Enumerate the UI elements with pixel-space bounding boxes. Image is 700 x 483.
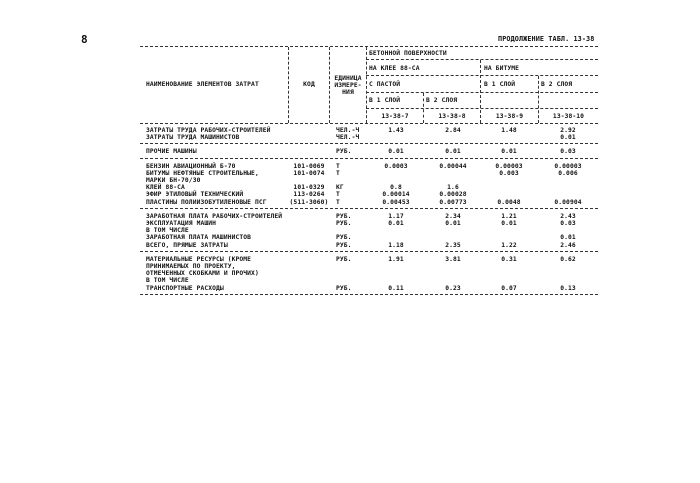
table-continuation-caption: ПРОДОЛЖЕНИЕ ТАБЛ. 13-38 xyxy=(498,35,595,43)
row-name: КЛЕЙ 88-СА xyxy=(146,184,185,192)
row-value: 1.6 xyxy=(447,184,459,192)
header-on-glue: НА КЛЕЕ 88-СА xyxy=(369,65,420,72)
row-value: 0.00014 xyxy=(382,191,410,199)
row-value: 0.00453 xyxy=(382,198,410,206)
header-bitumen-layer-2: В 2 СЛОЯ xyxy=(541,81,573,88)
header-divider-unit xyxy=(366,47,367,123)
row-value: 0.00003 xyxy=(495,162,523,170)
row-value: 0.01 xyxy=(445,220,461,227)
row-unit: РУБ. xyxy=(336,220,352,227)
row-unit: Т xyxy=(336,162,340,170)
header-glue-layer-1: В 1 СЛОЙ xyxy=(369,97,401,104)
header-on-bitumen: НА БИТУМЕ xyxy=(484,65,520,72)
row-unit: РУБ. xyxy=(336,148,352,156)
row-value: 0.31 xyxy=(501,255,517,263)
row-value: 2.84 xyxy=(445,127,461,134)
row-unit: РУБ. xyxy=(336,212,352,220)
row-value: 0.07 xyxy=(501,284,517,292)
header-code-column: КОД xyxy=(303,81,315,88)
header-glue-layer-2: В 2 СЛОЯ xyxy=(426,97,458,104)
header-bottom-rule xyxy=(140,123,598,124)
row-value: 0.23 xyxy=(445,284,461,292)
row-name: ПРОЧИЕ МАШИНЫ xyxy=(146,148,197,156)
row-unit: РУБ. xyxy=(336,234,352,242)
row-value: 2.35 xyxy=(445,241,461,249)
row-unit: РУБ. xyxy=(336,284,352,292)
row-name: ЗАРАБОТНАЯ ПЛАТА МАШИНИСТОВ xyxy=(146,234,252,242)
row-name: ЭФИР ЭТИЛОВЫЙ ТЕХНИЧЕСКИЙ xyxy=(146,191,244,199)
row-code: 101-0069 xyxy=(293,162,325,170)
row-value: 0.01 xyxy=(560,134,576,142)
row-unit: РУБ. xyxy=(336,241,352,249)
header-unit-line-1: ЕДИНИЦА xyxy=(334,75,362,82)
header-rule-4 xyxy=(366,108,598,109)
row-name: БИТУМЫ НЕФТЯНЫЕ СТРОИТЕЛЬНЫЕ, xyxy=(146,169,259,177)
row-value: 0.0003 xyxy=(384,162,408,170)
header-code-13-38-8: 13-38-8 xyxy=(438,113,466,120)
row-name: ЭКСПЛУАТАЦИЯ МАШИН xyxy=(146,220,217,227)
row-value: 1.17 xyxy=(388,212,404,220)
row-name: ЗАРАБОТНАЯ ПЛАТА РАБОЧИХ-СТРОИТЕЛЕЙ xyxy=(146,212,283,220)
table-top-rule xyxy=(140,46,598,47)
row-name: ВСЕГО, ПРЯМЫЕ ЗАТРАТЫ xyxy=(146,241,228,249)
row-value: 0.006 xyxy=(558,169,578,177)
row-value: 2.43 xyxy=(560,212,576,220)
row-name: В ТОМ ЧИСЛЕ xyxy=(146,227,189,235)
header-with-paste: С ПАСТОЙ xyxy=(369,81,401,88)
page-number: 8 xyxy=(81,33,88,46)
row-name: ЗАТРАТЫ ТРУДА РАБОЧИХ-СТРОИТЕЛЕЙ xyxy=(146,127,271,134)
row-unit: Т xyxy=(336,191,340,199)
row-value: 0.03 xyxy=(560,148,576,156)
row-value: 1.48 xyxy=(501,127,517,134)
row-unit: РУБ. xyxy=(336,255,352,263)
header-rule-2 xyxy=(366,75,598,76)
group-separator xyxy=(140,294,598,295)
group-separator xyxy=(140,143,598,144)
row-value: 0.13 xyxy=(560,284,576,292)
header-code-13-38-7: 13-38-7 xyxy=(381,113,409,120)
row-code: 113-0264 xyxy=(293,191,325,199)
row-name: МАТЕРИАЛЬНЫЕ РЕСУРСЫ (КРОМЕ xyxy=(146,255,252,263)
row-name: ОТМЕЧЕННЫХ СКОБКАМИ И ПРОЧИХ) xyxy=(146,270,259,278)
row-value: 0.00904 xyxy=(554,198,582,206)
header-rule-3 xyxy=(366,92,598,93)
row-unit: Т xyxy=(336,198,340,206)
row-unit: ЧЕЛ.-Ч xyxy=(336,127,360,134)
row-unit: Т xyxy=(336,169,340,177)
row-value: 1.18 xyxy=(388,241,404,249)
group-separator xyxy=(140,251,598,252)
row-code: 101-0074 xyxy=(293,169,325,177)
header-concrete-surface: БЕТОННОЙ ПОВЕРХНОСТИ xyxy=(369,50,447,57)
row-value: 2.92 xyxy=(560,127,576,134)
row-name: ПРИНИМАЕМЫХ ПО ПРОЕКТУ, xyxy=(146,263,236,270)
row-value: 0.8 xyxy=(390,184,402,192)
row-name: МАРКИ БН-70/30 xyxy=(146,177,201,184)
header-code-13-38-10: 13-38-10 xyxy=(552,113,585,120)
row-value: 0.01 xyxy=(501,220,517,227)
header-name-column: НАИМЕНОВАНИЕ ЭЛЕМЕНТОВ ЗАТРАТ xyxy=(146,81,259,88)
row-value: 0.00028 xyxy=(439,191,467,199)
row-value: 0.01 xyxy=(445,148,461,156)
row-name: ЗАТРАТЫ ТРУДА МАШИНИСТОВ xyxy=(146,134,240,142)
row-value: 0.00044 xyxy=(439,162,467,170)
row-code: 101-0329 xyxy=(293,184,325,192)
row-name: БЕНЗИН АВИАЦИОННЫЙ Б-70 xyxy=(146,162,236,170)
row-value: 2.46 xyxy=(560,241,576,249)
row-value: 0.03 xyxy=(560,220,576,227)
row-value: 2.34 xyxy=(445,212,461,220)
row-value: 1.22 xyxy=(501,241,517,249)
row-value: 1.21 xyxy=(501,212,517,220)
header-unit-line-3: НИЯ xyxy=(342,89,354,96)
row-name: ПЛАСТИНЫ ПОЛИИЗОБУТИЛЕНОВЫЕ ПСГ xyxy=(146,198,267,206)
row-value: 0.01 xyxy=(388,220,404,227)
row-unit: КГ xyxy=(336,184,344,192)
row-value: 3.81 xyxy=(445,255,461,263)
row-value: 1.91 xyxy=(388,255,404,263)
row-name: ТРАНСПОРТНЫЕ РАСХОДЫ xyxy=(146,284,224,292)
row-unit: ЧЕЛ.-Ч xyxy=(336,134,360,142)
row-value: 0.11 xyxy=(388,284,404,292)
row-value: 0.01 xyxy=(560,234,576,242)
row-name: В ТОМ ЧИСЛЕ xyxy=(146,277,189,285)
row-value: 1.43 xyxy=(388,127,404,134)
row-value: 0.00773 xyxy=(439,198,467,206)
header-rule-1 xyxy=(366,59,598,60)
header-bitumen-layer-1: В 1 СЛОЙ xyxy=(484,81,516,88)
group-separator xyxy=(140,208,598,209)
row-value: 0.00003 xyxy=(554,162,582,170)
row-value: 0.01 xyxy=(388,148,404,156)
header-code-13-38-9: 13-38-9 xyxy=(495,113,524,120)
row-value: 0.01 xyxy=(501,148,517,156)
row-code: (511-3060) xyxy=(289,198,329,206)
row-value: 0.62 xyxy=(560,255,576,263)
row-value: 0.003 xyxy=(499,169,519,177)
group-separator xyxy=(140,158,598,159)
row-value: 0.0048 xyxy=(497,198,521,206)
header-unit-line-2: ИЗМЕРЕ- xyxy=(334,82,362,89)
